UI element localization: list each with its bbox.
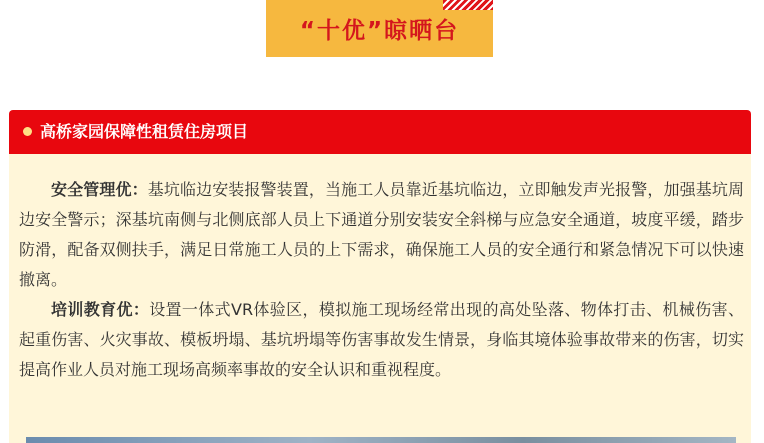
paragraph-safety-management xyxy=(19,175,744,295)
content-text xyxy=(19,175,744,385)
section-title: 高桥家园保障性租赁住房项目 xyxy=(40,122,249,141)
paragraph-training-education xyxy=(19,295,744,385)
banner-stripe-decoration xyxy=(443,0,493,10)
paragraph-body: 设置一体式VR体验区，模拟施工现场经常出现的高处坠落、物体打击、机械伤害、起重伤害、火灾事故、模板坍塌、基坑坍塌等伤害事故发生情景，身临其境体验事故带来的伤害，切实提高作业人员对施工现场高频率事故的安全认识和重视程度。 xyxy=(19,300,744,379)
banner-title: “十优”晾晒台 xyxy=(299,18,460,44)
banner xyxy=(266,0,493,57)
paragraph-body: 基坑临边安装报警装置，当施工人员靠近基坑临边，立即触发声光报警，加强基坑周边安全警示；深基坑南侧与北侧底部人员上下通道分别安装安全斜梯与应急安全通道，坡度平缓，踏步防滑，配备双侧扶手，满足日常施工人员的上下需求，确保施工人员的安全通行和紧急情况下可以快速撤离。 xyxy=(19,180,744,289)
section-header xyxy=(9,110,751,154)
content-box xyxy=(9,154,751,443)
paragraph-heading: 安全管理优： xyxy=(51,180,148,199)
paragraph-heading: 培训教育优： xyxy=(51,300,150,319)
bullet-dot-icon xyxy=(23,127,32,136)
photo-image xyxy=(26,437,736,443)
